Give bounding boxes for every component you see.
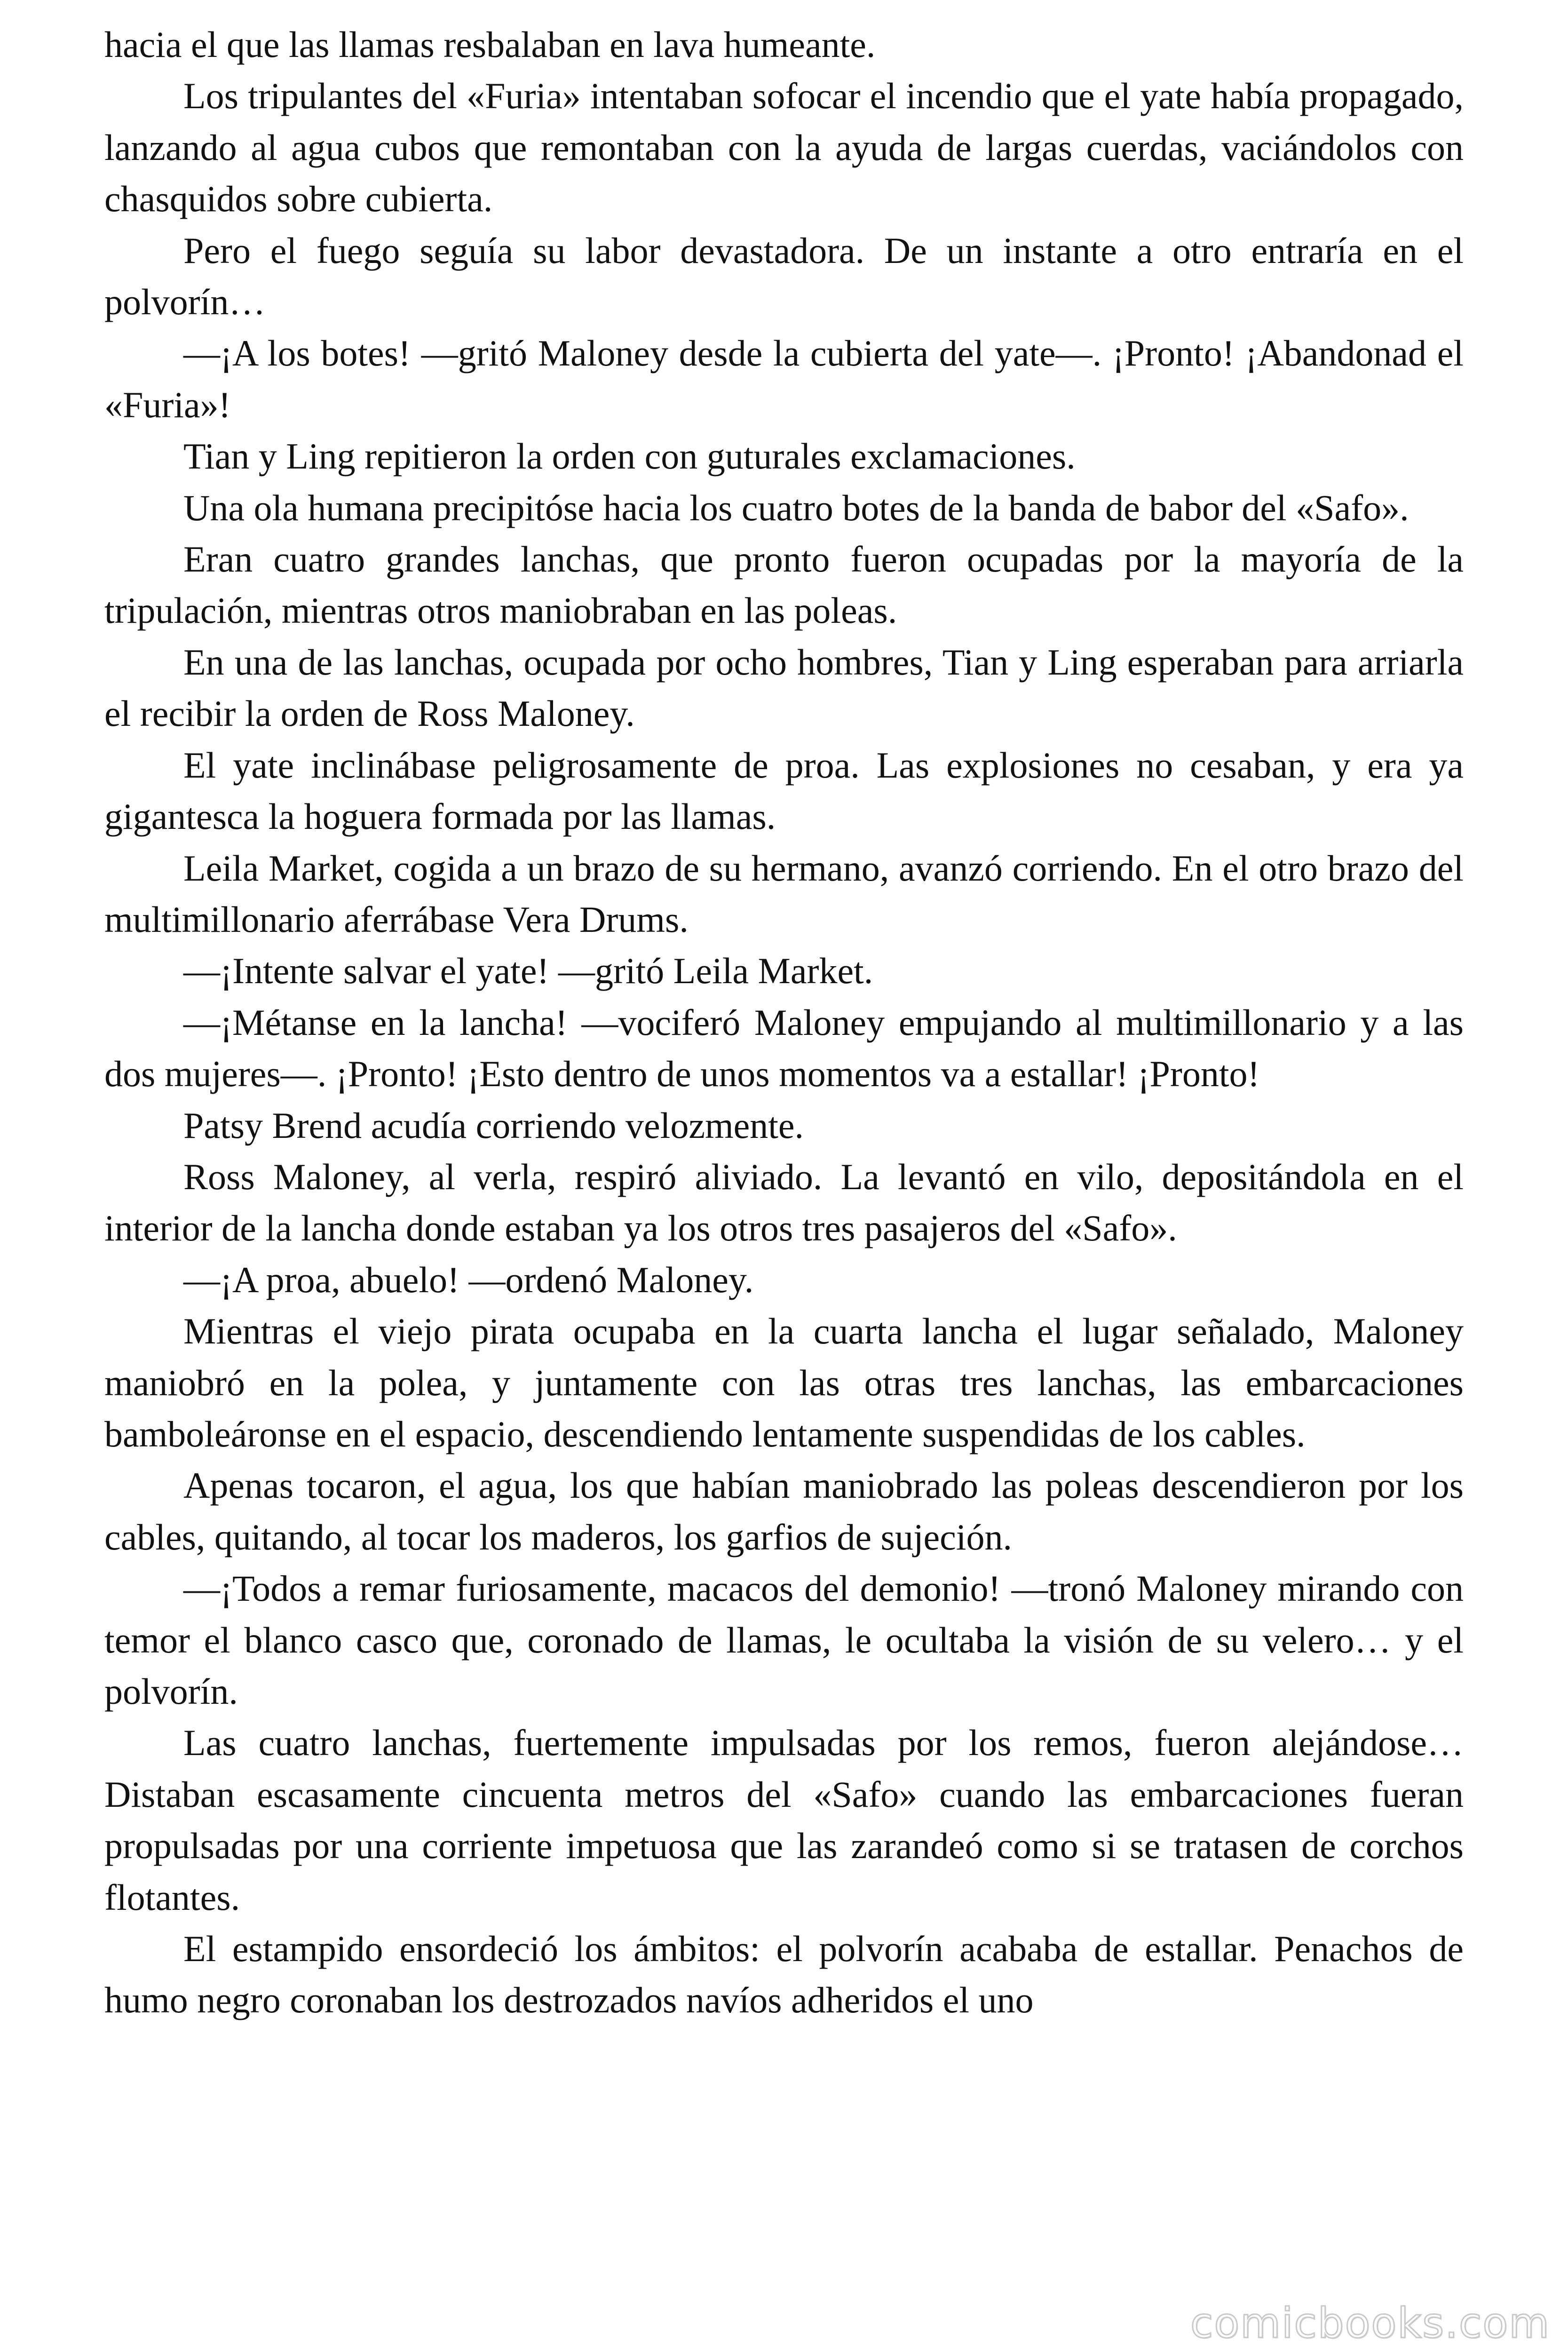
paragraph-13: Patsy Brend acudía corriendo velozmente.: [183, 1104, 804, 1146]
paragraph-20: El estampido ensordeció los ámbitos: el polvorín acababa de estallar. Penachos de humo negro coronaban los destrozados navíos adheridos el uno: [104, 1928, 1464, 2021]
paragraph-6: Una ola humana precipitóse hacia los cuatro botes de la banda de babor del «Safo».: [183, 487, 1409, 528]
paragraph-14: Ross Maloney, al verla, respiró aliviado. La levantó en vilo, depositándola en el interior de la lancha donde estaban ya los otros tres pasajeros del «Safo».: [104, 1156, 1464, 1249]
paragraph-4: —¡A los botes! —gritó Maloney desde la cubierta del yate—. ¡Pronto! ¡Abandonad el «Furia»!: [104, 333, 1464, 425]
paragraph-1: hacia el que las llamas resbalaban en lava humeante.: [104, 24, 876, 65]
paragraph-10: Leila Market, cogida a un brazo de su hermano, avanzó corriendo. En el otro brazo del multimillonario aferrábase Vera Drums.: [104, 847, 1464, 940]
paragraph-16: Mientras el viejo pirata ocupaba en la cuarta lancha el lugar señalado, Maloney maniobró en la polea, y juntamente con las otras tres lanchas, las embarcaciones bamboleáronse en el espacio, descendiendo lentamente suspendidas de los cables.: [104, 1311, 1464, 1454]
paragraph-5: Tian y Ling repitieron la orden con guturales exclamaciones.: [183, 436, 1076, 477]
watermark: comicbooks.com: [1190, 2299, 1550, 2347]
paragraph-19: Las cuatro lanchas, fuertemente impulsadas por los remos, fueron alejándose… Distaban escasamente cincuenta metros del «Safo» cuando las embarcaciones fueran propulsadas por una corriente impetuosa que las zarandeó como si se tratasen de corchos flotantes.: [104, 1722, 1464, 1918]
paragraph-11: —¡Intente salvar el yate! —gritó Leila Market.: [183, 950, 873, 992]
paragraph-12: —¡Métanse en la lancha! —vociferó Maloney empujando al multimillonario y a las dos mujeres—. ¡Pronto! ¡Esto dentro de unos momentos va a estallar! ¡Pronto!: [104, 1001, 1464, 1095]
book-page-text: [104, 19, 1464, 2026]
paragraph-15: —¡A proa, abuelo! —ordenó Maloney.: [183, 1259, 754, 1300]
paragraph-3: Pero el fuego seguía su labor devastadora. De un instante a otro entraría en el polvorín…: [104, 230, 1464, 323]
paragraph-2: Los tripulantes del «Furia» intentaban sofocar el incendio que el yate había propagado, lanzando al agua cubos que remontaban con la ayuda de largas cuerdas, vaciándolos con chasquidos sobre cubierta.: [104, 75, 1464, 220]
paragraph-17: Apenas tocaron, el agua, los que habían maniobrado las poleas descendieron por los cables, quitando, al tocar los maderos, los garfios de sujeción.: [104, 1465, 1464, 1557]
paragraph-8: En una de las lanchas, ocupada por ocho hombres, Tian y Ling esperaban para arriarla el recibir la orden de Ross Maloney.: [104, 641, 1464, 734]
paragraph-9: El yate inclinábase peligrosamente de proa. Las explosiones no cesaban, y era ya gigantesca la hoguera formada por las llamas.: [104, 744, 1464, 837]
paragraph-7: Eran cuatro grandes lanchas, que pronto fueron ocupadas por la mayoría de la tripulación, mientras otros maniobraban en las poleas.: [104, 539, 1464, 631]
paragraph-18: —¡Todos a remar furiosamente, macacos del demonio! —tronó Maloney mirando con temor el blanco casco que, coronado de llamas, le ocultaba la visión de su velero… y el polvorín.: [104, 1568, 1464, 1712]
